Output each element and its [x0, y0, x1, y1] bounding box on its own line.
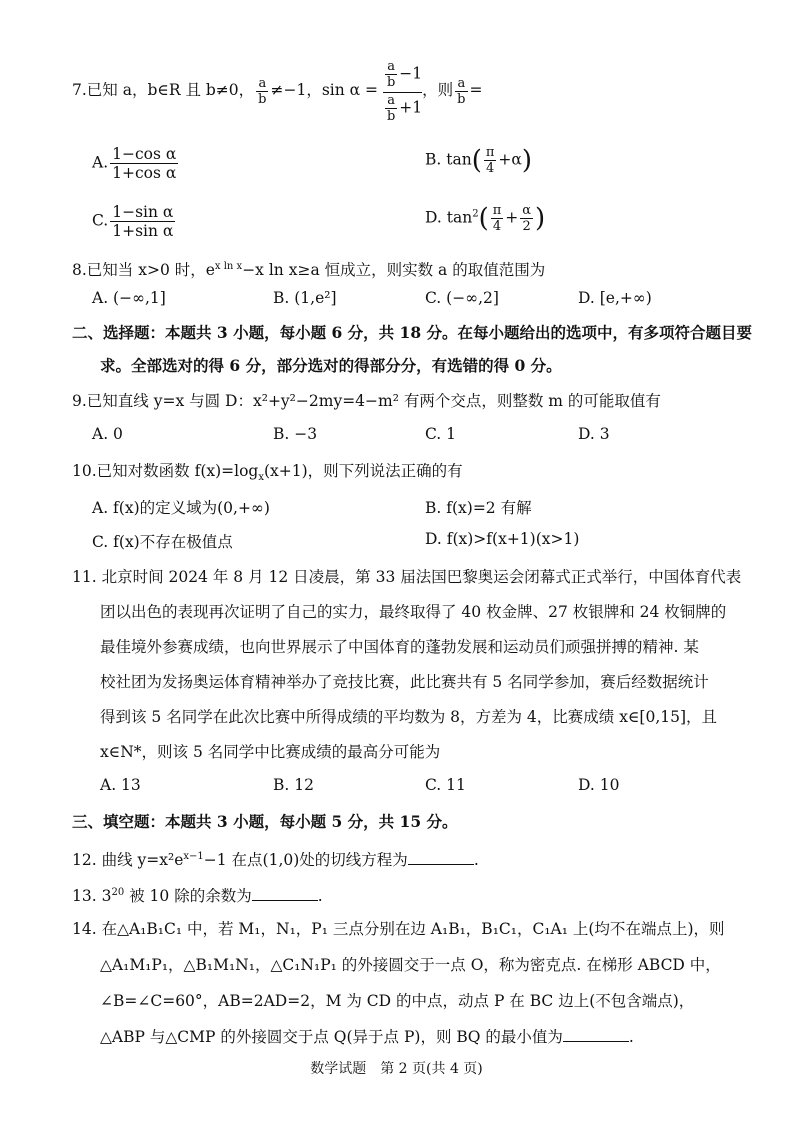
q8-stem-sup: x ln x [214, 261, 243, 272]
section3-heading: 三、填空题：本题共 3 小题，每小题 5 分，共 15 分。 [72, 812, 458, 831]
q7-option-c-label: C. [92, 211, 109, 230]
q7-option-d-lparen: ( [478, 203, 489, 234]
q11-line5: 得到该 5 名同学在此次比赛中所得成绩的平均数为 8，方差为 4，比赛成绩 x∈[0,15]，且 [100, 708, 718, 726]
q12-stem [72, 846, 479, 871]
q7-ask-pre: ，则 [422, 81, 454, 99]
q7-option-b [425, 145, 532, 176]
q7-ask-den: b [457, 91, 466, 107]
q7-cond-post: ≠−1，sin α = [270, 81, 379, 99]
q11-option-c: C. 11 [425, 776, 466, 794]
q13-stem [72, 882, 323, 907]
q13-post: 被 10 除的余数为 [124, 887, 252, 906]
section2-heading-line2: 求。全部选对的得 6 分，部分选对的得部分分，有选错的得 0 分。 [100, 356, 562, 375]
q7-sin-den-tail: +1 [399, 98, 423, 116]
section2-heading-line1: 二、选择题：本题共 3 小题，每小题 6 分，共 18 分。在每小题给出的选项中，有多项符合题目要 [72, 323, 753, 342]
q10-stem [72, 460, 463, 489]
q7-ask-fraction [455, 76, 467, 107]
q11-line3: 最佳境外参赛成绩，也向世界展示了中国体育的蓬勃发展和运动员们顽强拼搏的精神. 某 [100, 638, 699, 656]
q7-option-d-frac1-den: 4 [492, 219, 502, 234]
q8-option-d: D. [e,+∞) [578, 289, 652, 307]
q7-option-d-frac1-num: π [492, 203, 502, 218]
q12-end: . [473, 851, 479, 870]
q12-post: −1 在点(1,0)处的切线方程为 [203, 851, 408, 870]
q7-sin-num-frac-den: b [386, 74, 396, 90]
q7-sin-den-frac-num: a [385, 93, 397, 109]
q7-option-b-num: π [485, 145, 495, 160]
q8-stem-b: −x ln x≥a 恒成立，则实数 a 的取值范围为 [242, 261, 546, 280]
q7-option-d-plus: + [505, 208, 519, 227]
q12-pre: 12. 曲线 y=x²e [72, 851, 184, 870]
q8-option-a: A. (−∞,1] [92, 289, 166, 307]
q7-ask-num: a [455, 76, 467, 92]
q10-option-b: B. f(x)=2 有解 [425, 499, 532, 517]
q11-line4: 校社团为发扬奥运体育精神举办了竞技比赛，此比赛共有 5 名同学参加，赛后经数据统计 [100, 673, 709, 691]
q7-cond-fraction [256, 76, 268, 107]
q7-option-d-frac2-num: α [522, 203, 532, 218]
q7-option-c-num: 1−sin α [112, 203, 174, 221]
q11-option-b: B. 12 [273, 776, 314, 794]
q14-line4-text: △ABP 与△CMP 的外接圆交于点 Q(异于点 P)，则 BQ 的最小值为 [100, 1028, 563, 1046]
q8-option-c: C. (−∞,2] [425, 289, 499, 307]
q7-option-b-label: B. tan [425, 150, 472, 169]
q7-option-d-frac1 [491, 203, 504, 234]
q10-option-c: C. f(x)不存在极值点 [92, 533, 233, 551]
q7-option-c-den: 1+sin α [112, 222, 174, 240]
q7-option-b-lparen: ( [471, 145, 482, 176]
q14-line2: △A₁M₁P₁，△B₁M₁N₁，△C₁N₁P₁ 的外接圆交于一点 O，称为密克点. 在梯形 ABCD 中， [100, 956, 721, 974]
q10-stem-a: 10.已知对数函数 f(x)=log [72, 462, 259, 480]
q7-option-b-rparen: ) [521, 145, 533, 176]
q9-stem: 9.已知直线 y=x 与圆 D：x²+y²−2my=4−m² 有两个交点，则整数 m 的可能取值有 [72, 392, 661, 410]
q7-sin-numerator [383, 59, 422, 93]
q7-ask-post: = [469, 81, 483, 99]
q7-option-a [92, 145, 180, 182]
q13-end: . [317, 887, 323, 906]
q9-option-c: C. 1 [425, 425, 457, 443]
q9-option-a: A. 0 [92, 425, 123, 443]
q7-option-d-frac2 [520, 203, 533, 234]
q7-option-b-den: 4 [485, 161, 495, 176]
q7-option-a-label: A. [92, 153, 109, 172]
q10-option-a: A. f(x)的定义域为(0,+∞) [92, 499, 270, 517]
q7-option-c [92, 203, 177, 240]
q7-cond-num: a [256, 76, 268, 92]
q7-option-a-fraction [110, 145, 178, 182]
q7-option-d-label: D. tan [425, 208, 473, 227]
q13-answer-blank[interactable] [252, 886, 318, 901]
q10-option-d: D. f(x)>f(x+1)(x>1) [425, 530, 580, 548]
q7-sin-num-tail: −1 [399, 64, 423, 82]
q12-answer-blank[interactable] [408, 850, 474, 865]
q7-option-d-sup: 2 [472, 208, 479, 220]
q10-stem-b: (x+1)，则下列说法正确的有 [264, 462, 463, 480]
q14-line1: 14. 在△A₁B₁C₁ 中，若 M₁，N₁，P₁ 三点分别在边 A₁B₁，B₁C₁，C₁A₁ 上(均不在端点上)，则 [72, 920, 725, 938]
q7-option-d-frac2-den: 2 [522, 219, 531, 234]
q7-sin-denominator [383, 93, 422, 124]
q13-sup: 20 [111, 887, 125, 898]
q7-sin-den-frac [385, 93, 397, 124]
q7-option-b-fraction [484, 145, 497, 176]
q7-option-b-tail: +α [498, 150, 522, 169]
q7-stem-text: 7.已知 a，b∈R 且 b≠0， [72, 81, 255, 99]
q7-sin-fraction [383, 59, 422, 124]
q11-line6: x∈N*，则该 5 名同学中比赛成绩的最高分可能为 [100, 743, 441, 761]
q14-line4-end: . [628, 1028, 634, 1046]
q7-sin-num-frac [385, 59, 397, 90]
q14-line3: ∠B=∠C=60°，AB=2AD=2，M 为 CD 的中点，动点 P 在 BC 边上(不包含端点)， [100, 992, 695, 1010]
q7-option-a-num: 1−cos α [112, 145, 177, 163]
q7-option-d [425, 203, 545, 234]
q7-option-a-den: 1+cos α [112, 164, 177, 182]
q11-option-a: A. 13 [100, 776, 141, 794]
q9-option-b: B. −3 [273, 425, 318, 443]
q7-sin-num-frac-num: a [385, 59, 397, 75]
q8-stem [72, 256, 545, 281]
q7-sin-den-frac-den: b [386, 108, 396, 124]
q11-line1: 11. 北京时间 2024 年 8 月 12 日凌晨，第 33 届法国巴黎奥运会闭幕式正式举行，中国体育代表 [72, 568, 742, 586]
q8-option-b: B. (1,e²] [273, 289, 337, 307]
q11-option-d: D. 10 [578, 776, 620, 794]
q12-sup: x−1 [183, 851, 204, 862]
q7-stem [72, 50, 483, 130]
q7-option-d-rparen: ) [535, 203, 546, 234]
q10-stem-sub: x [258, 472, 264, 484]
q14-line4 [100, 1026, 634, 1048]
q9-option-d: D. 3 [578, 425, 610, 443]
q13-pre: 13. 3 [72, 887, 112, 906]
q7-option-c-fraction [110, 203, 175, 240]
q7-cond-den: b [258, 91, 267, 107]
q14-answer-blank[interactable] [563, 1027, 629, 1042]
page-footer: 数学试题 第 2 页(共 4 页) [310, 1061, 483, 1077]
q8-stem-a: 8.已知当 x>0 时，e [72, 261, 215, 280]
q11-line2: 团以出色的表现再次证明了自己的实力，最终取得了 40 枚金牌、27 枚银牌和 24 枚铜牌的 [100, 603, 727, 621]
